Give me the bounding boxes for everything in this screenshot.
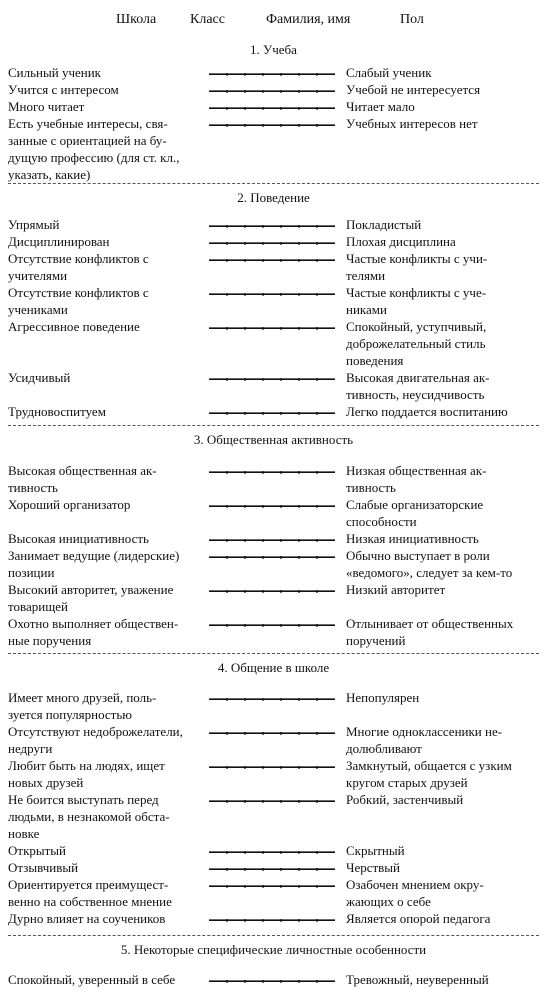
right-pole-label: Многие одноклассеники не- долюбливают — [346, 724, 503, 756]
right-pole-label: Обычно выступает в роли «ведомого», следует за кем-то — [346, 548, 513, 580]
left-pole-label: Охотно выполняет обществен- ные поручения — [8, 616, 179, 648]
left-pole-label: Хороший организатор — [8, 497, 131, 512]
right-pole-label: Слабые организаторские способности — [346, 497, 484, 529]
right-pole-label: Высокая двигательная ак- тивность, неусидчивость — [346, 370, 490, 402]
left-pole-label: Учится с интересом — [8, 82, 119, 97]
left-pole-label: Отсутствуют недоброжелатели, недруги — [8, 724, 183, 756]
section-divider — [8, 425, 539, 426]
rating-scale[interactable] — [209, 732, 335, 735]
left-pole-label: Агрессивное поведение — [8, 319, 140, 334]
right-pole-label: Низкий авторитет — [346, 582, 446, 597]
rating-scale[interactable] — [209, 800, 335, 803]
right-pole-label: Черствый — [346, 860, 400, 875]
rating-scale[interactable] — [209, 590, 335, 593]
left-pole-label: Есть учебные интересы, свя- занные с ориентацией на бу- дущую профессию (для ст. кл., указать, какие) — [8, 116, 180, 182]
section-divider — [8, 935, 539, 936]
rating-scale[interactable] — [209, 851, 335, 854]
right-pole-label: Покладистый — [346, 217, 422, 232]
rating-scale[interactable] — [209, 556, 335, 559]
left-pole-label: Дисциплинирован — [8, 234, 110, 249]
header-class: Класс — [190, 12, 225, 27]
right-pole-label: Слабый ученик — [346, 65, 432, 80]
header-name: Фамилия, имя — [266, 12, 351, 27]
section-divider — [8, 183, 539, 184]
section-title: 3. Общественная активность — [193, 432, 354, 447]
left-pole-label: Усидчивый — [8, 370, 71, 385]
right-pole-label: Скрытный — [346, 843, 405, 858]
rating-scale[interactable] — [209, 378, 335, 381]
rating-scale[interactable] — [209, 327, 335, 330]
rating-scale[interactable] — [209, 766, 335, 769]
left-pole-label: Имеет много друзей, поль- зуется популярностью — [8, 690, 157, 722]
section-title: 2. Поведение — [237, 190, 310, 205]
left-pole-label: Много читает — [8, 99, 85, 114]
section-title: 5. Некоторые специфические личностные особенности — [120, 942, 427, 957]
rating-scale[interactable] — [209, 293, 335, 296]
right-pole-label: Частые конфликты с уче- никами — [346, 285, 487, 317]
right-pole-label: Спокойный, уступчивый, доброжелательный стиль поведения — [346, 319, 487, 368]
right-pole-label: Тревожный, неуверенный — [346, 972, 489, 987]
rating-scale[interactable] — [209, 505, 335, 508]
right-pole-label: Робкий, застенчивый — [346, 792, 464, 807]
left-pole-label: Отсутствие конфликтов с учениками — [8, 285, 149, 317]
form-header — [0, 12, 547, 32]
left-pole-label: Открытый — [8, 843, 66, 858]
left-pole-label: Упрямый — [8, 217, 60, 232]
right-pole-label: Замкнутый, общается с узким кругом старых друзей — [346, 758, 512, 790]
left-pole-label: Высокий авторитет, уважение товарищей — [8, 582, 174, 614]
right-pole-label: Является опорой педагога — [346, 911, 491, 926]
right-pole-label: Отлынивает от общественных поручений — [346, 616, 514, 648]
rating-scale[interactable] — [209, 698, 335, 701]
rating-scale[interactable] — [209, 242, 335, 245]
rating-scale[interactable] — [209, 412, 335, 415]
left-pole-label: Высокая инициативность — [8, 531, 149, 546]
rating-scale[interactable] — [209, 73, 335, 76]
section-divider — [8, 653, 539, 654]
left-pole-label: Трудновоспитуем — [8, 404, 106, 419]
right-pole-label: Учебой не интересуется — [346, 82, 481, 97]
section-title: 1. Учеба — [250, 42, 297, 57]
rating-scale[interactable] — [209, 471, 335, 474]
right-pole-label: Низкая общественная ак- тивность — [346, 463, 487, 495]
rating-scale[interactable] — [209, 919, 335, 922]
right-pole-label: Учебных интересов нет — [346, 116, 478, 131]
rating-scale[interactable] — [209, 868, 335, 871]
header-school: Школа — [116, 12, 157, 27]
left-pole-label: Отсутствие конфликтов с учителями — [8, 251, 149, 283]
right-pole-label: Легко поддается воспитанию — [346, 404, 508, 419]
right-pole-label: Озабочен мнением окру- жающих о себе — [346, 877, 484, 909]
left-pole-label: Высокая общественная ак- тивность — [8, 463, 157, 495]
rating-scale[interactable] — [209, 90, 335, 93]
rating-scale[interactable] — [209, 539, 335, 542]
right-pole-label: Читает мало — [346, 99, 415, 114]
rating-scale[interactable] — [209, 259, 335, 262]
left-pole-label: Отзывчивый — [8, 860, 79, 875]
section-title: 4. Общение в школе — [217, 660, 330, 675]
rating-scale[interactable] — [209, 624, 335, 627]
left-pole-label: Не боится выступать перед людьми, в незнакомой обста- новке — [8, 792, 170, 841]
left-pole-label: Дурно влияет на соучеников — [8, 911, 166, 926]
left-pole-label: Занимает ведущие (лидерские) позиции — [8, 548, 180, 580]
left-pole-label: Любит быть на людях, ищет новых друзей — [8, 758, 165, 790]
rating-scale[interactable] — [209, 980, 335, 983]
right-pole-label: Частые конфликты с учи- телями — [346, 251, 488, 283]
right-pole-label: Непопулярен — [346, 690, 420, 705]
rating-scale[interactable] — [209, 225, 335, 228]
rating-scale[interactable] — [209, 885, 335, 888]
header-sex: Пол — [400, 12, 424, 27]
rating-scale[interactable] — [209, 124, 335, 127]
rating-scale[interactable] — [209, 107, 335, 110]
right-pole-label: Плохая дисциплина — [346, 234, 456, 249]
left-pole-label: Спокойный, уверенный в себе — [8, 972, 176, 987]
left-pole-label: Сильный ученик — [8, 65, 101, 80]
right-pole-label: Низкая инициативность — [346, 531, 479, 546]
left-pole-label: Ориентируется преимущест- венно на собственное мнение — [8, 877, 172, 909]
